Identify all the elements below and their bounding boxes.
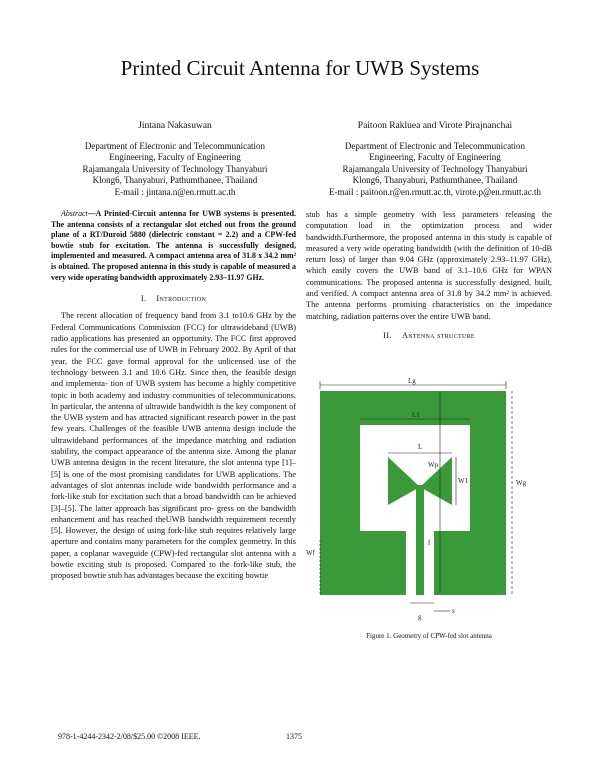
section-title: Introduction — [156, 293, 207, 304]
author-name: Paitoon Rakluea and Virote Pirajnanchai — [357, 121, 513, 131]
antenna-geometry-figure — [300, 375, 560, 625]
section-number: II. — [383, 329, 392, 340]
label-wp: Wp — [428, 461, 439, 469]
left-column — [51, 209, 296, 582]
author-affiliation-line: Klong6, Thanyaburi, Pathumthanee, Thailand — [352, 175, 518, 185]
author-affiliation-line: Engineering, Faculty of Engineering — [109, 152, 241, 162]
rectangular-slot — [360, 425, 470, 531]
copyright-notice: 978-1-4244-2342-2/08/$25.00 ©2008 IEEE. — [58, 732, 201, 741]
author-name: Jintana Nakasuwan — [138, 121, 212, 131]
abstract-label: Abstract — [61, 209, 88, 218]
paper-title: Printed Circuit Antenna for UWB Systems — [120, 56, 480, 80]
label-w1: W1 — [458, 477, 469, 485]
author-block-2 — [300, 121, 570, 198]
section-number: I. — [140, 293, 147, 304]
section-heading-2 — [306, 330, 552, 341]
author-affiliation-line: Department of Electronic and Telecommunication — [84, 140, 266, 151]
abstract-text: —A Printed-Circuit antenna for UWB systems is presented. The antenna consists of a rectangular slot etched out from the ground plane of a RT/Duroid 5880 (dielectric constant = 2.2) and a CPW-fed bowtie stub for excitation. The antenna is successfully designed, implemented and measured. A compact antenna area of 31.8 x 34.2 mm² is obtained. The proposed antenna in this study is capable of measured a very wide operating bandwidth approximately 2.93–11.97 GHz. — [51, 209, 296, 282]
label-l1: L1 — [412, 411, 420, 419]
label-l: L — [418, 443, 423, 451]
body-paragraph: The recent allocation of frequency band from 3.1 to10.6 GHz by the Federal Communications Commission (FCC) for ultrawideband (UWB) radio applications has presented an opportunity. The FCC first approved rules for the commercial use of UWB in February 2002. By April of that year, the FCC gave formal approval for the unlicensed use of the technology between 3.1 and 10.6 GHz. Since then, the feasible design and implementa- tion of UWB system has become a highly competitive topic in both academy and industry communities of telecommunications. In particular, the antenna of ultrawide bandwidth is the key component of the UWB system and has attracted significant research power in the past few years. Challenges of the feasible UWB antenna design include the ultrawideband performances of the impedance matching and radiation stability, the compact appearance of the antenna size. Among the planar UWB antenna designs in the recent literature, the slot antenna type [1]–[5] is one of the most promising candidates for UWB applications. The advantages of slot antennas include wide bandwidth performance and a fork-like stub for excitation such that a broad bandwidth can be achieved [3]–[5]. The latter approach has significant pro- gress on the bandwidth enhancement and has reached theUWB bandwidth requirement recently [5]. However, the design of using fork-like stub requires relatively large aperture and contains many parameters for the complex geometry. In this paper, a coplanar waveguide (CPW)-fed rectangular slot antenna with a bowtie exciting stub is proposed. Compared to the fork-like stub, the proposed bowtie stub has advantages because the exciting bowtie — [51, 311, 296, 581]
section-title: Antenna structure — [401, 329, 475, 340]
label-lg: Lg — [408, 377, 416, 385]
author-affiliation-line: Rajamangala University of Technology Thanyaburi — [82, 163, 268, 174]
author-affiliation-line: Rajamangala University of Technology Thanyaburi — [342, 163, 528, 174]
section-heading-1 — [51, 293, 296, 304]
right-column — [306, 209, 552, 341]
cpw-gap-left — [406, 531, 416, 595]
author-affiliation-line: Klong6, Thanyaburi, Pathumthanee, Thailand — [92, 175, 258, 185]
author-block-1 — [40, 121, 310, 198]
abstract — [51, 209, 296, 283]
label-wf: Wf — [306, 549, 315, 557]
cpw-feed-line — [416, 510, 424, 595]
label-s: s — [452, 607, 455, 615]
figure-caption: Figure 1. Geometry of CPW-fed slot antenna — [366, 632, 492, 640]
author-email: E-mail : paitoon.r@en.rmutt.ac.th, virote.p@en.rmutt.ac.th — [328, 186, 542, 197]
page-number: 1375 — [286, 732, 302, 741]
label-wg: Wg — [516, 479, 527, 487]
author-affiliation-line: Engineering, Faculty of Engineering — [369, 152, 501, 162]
label-g: g — [418, 613, 422, 621]
body-paragraph: stub has a simple geometry with less parameters releasing the computation load in the optimization process and wider bandwidth.Furthermore, the proposed antenna in this study is capable of measured a very wide operating bandwidth (with the definition of 10-dB return loss) of larger than 9.04 GHz (approximately 2.93–11.97 GHz), which easily covers the UWB band of 3.1–10.6 GHz for WPAN communications. The proposed antenna is successfully designed, built, and verified. A compact antenna area of 31.8 by 34.2 mm² is achieved. The antenna performs promising characteristics on the impedance matching, radiation patterns over the entire UWB band. — [306, 210, 552, 321]
bowtie-stem — [416, 485, 424, 515]
author-email: E-mail : jintana.n@en.rmutt.ac.th — [114, 186, 236, 197]
label-f: f — [428, 539, 431, 547]
author-affiliation-line: Department of Electronic and Telecommunication — [344, 140, 526, 151]
